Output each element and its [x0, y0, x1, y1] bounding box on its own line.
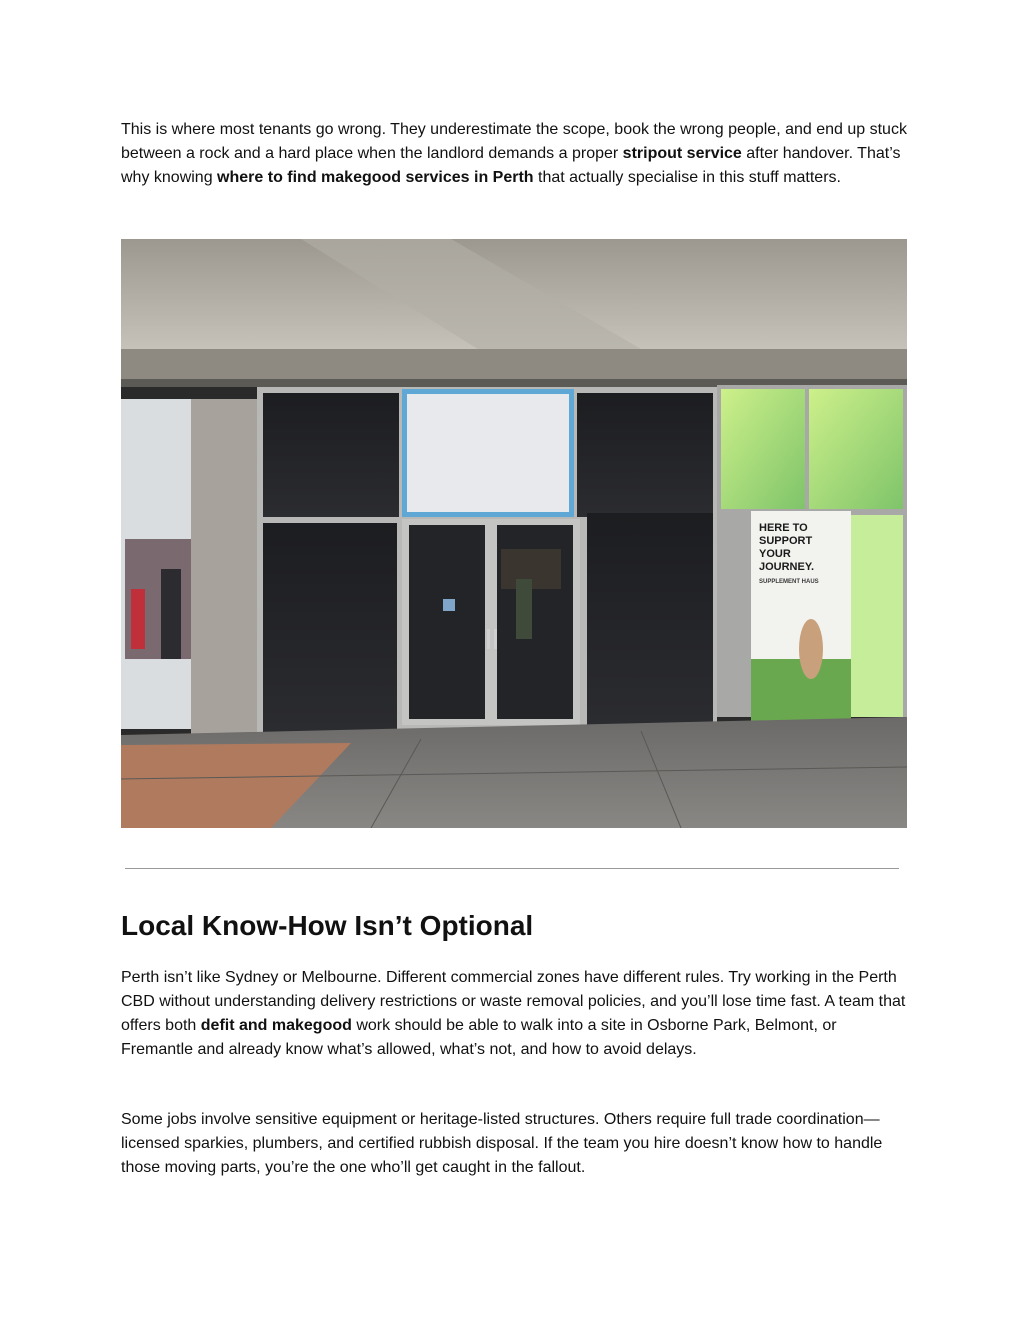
knowhow-text-1: Perth isn’t like Sydney or Melbourne. Different commercial zones have different rules. Try working in the Perth CBD without understanding delivery restrictions or waste removal policies, and you’ll lose time fast. A team that offers both: [121, 969, 906, 1034]
knowhow-bold-defit: defit and makegood: [200, 1017, 352, 1034]
poster-line-2: SUPPORT: [759, 535, 813, 547]
trades-paragraph: Some jobs involve sensitive equipment or heritage-listed structures. Others require full trade coordination—licensed sparkies, plumbers, and certified rubbish disposal. If the team you hire doesn’t know how to handle those moving parts, you’re the one who’ll get caught in the fallout.: [121, 1111, 883, 1176]
intro-text-1: This is where most tenants go wrong. They underestimate the scope, book the wrong people, and end up stuck between a rock and a hard place when the landlord demands a proper: [121, 121, 907, 162]
storefront-photo: [121, 239, 907, 828]
poster-brand: SUPPLEMENT HAUS: [759, 579, 819, 585]
intro-bold-makegood: where to find makegood services in Perth: [217, 169, 534, 186]
local-knowhow-paragraph: [121, 966, 911, 1062]
intro-text-3: that actually specialise in this stuff matters.: [533, 169, 841, 186]
poster-line-1: HERE TO: [759, 522, 808, 534]
trades-paragraph-block: [121, 1108, 911, 1180]
poster-line-4: JOURNEY.: [759, 561, 815, 573]
intro-bold-stripout: stripout service: [622, 145, 742, 162]
intro-paragraph-block: [121, 118, 911, 190]
section-heading: Local Know-How Isn’t Optional: [121, 910, 534, 941]
storefront-illustration: [121, 239, 907, 828]
intro-paragraph: [121, 118, 911, 190]
horizontal-divider: [125, 868, 899, 869]
intro-text-2: after handover. That’s why knowing: [121, 145, 901, 186]
local-knowhow-paragraph-block: [121, 966, 911, 1062]
knowhow-text-2: work should be able to walk into a site in Osborne Park, Belmont, or Fremantle and already know what’s allowed, what’s not, and how to avoid delays.: [121, 1017, 837, 1058]
poster-line-3: YOUR: [759, 548, 791, 560]
